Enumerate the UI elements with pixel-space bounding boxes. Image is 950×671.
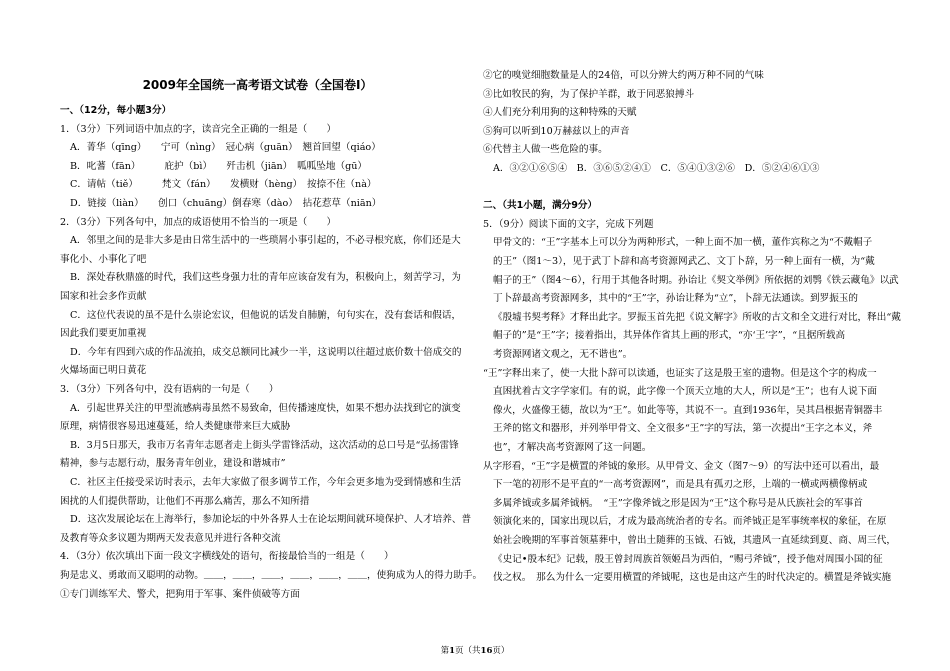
right-text-line: “王”字释出来了，使一大批卜辞可以读通，也证实了这是殷王室的遗物。但是这个字的构成一	[483, 367, 877, 379]
left-text-line: B．深处春秋鼎盛的时代，我们这些身强力壮的青年应该奋发有为，积极向上，刻苦学习，为	[70, 272, 461, 284]
right-text-line: 二、（共1小题，满分9分）	[483, 200, 598, 212]
left-text-line: 及教育等众多议题为期两天发表意见并进行各种交流	[60, 532, 281, 544]
left-text-line: C．请帖（tiě） 梵文（fán） 发横财（hèng） 按捺不住（nà）	[70, 179, 377, 191]
right-text-line: 直困扰着古文字学家们。有的说，此字像一个顶天立地的大人，所以是“王”；也有人说下面	[493, 386, 877, 398]
right-text-line: 《殷墟书契考释》才释出此字。罗振玉首先把《说文解字》所收的古文和全文进行对比，释出“戴	[493, 311, 901, 323]
right-text-line: ④人们充分利用狗的这种特殊的天赋	[483, 107, 637, 119]
exam-title: 2009年全国统一高考语文试卷（全国卷Ⅰ）	[142, 78, 373, 92]
right-text-line: 领演化来的，国家出现以后，才成为最高统治者的专名。而斧钺正是军事统率权的象征，在原	[493, 516, 887, 528]
left-text-line: 困扰的人们提供帮助，让他们不再那么痛苦，那么不知所措	[60, 495, 310, 507]
left-text-line: 火爆场面已明日黄花	[60, 365, 147, 377]
footer-prefix: 第	[440, 646, 450, 656]
left-text-line: 4．（3分）依次填出下面一段文字横线处的语句，衔接最恰当的一组是（ ）	[60, 551, 394, 563]
left-text-line: C．社区主任接受采访时表示，去年大家做了很多调节工作，今年会更多地为受到情感和生活	[70, 477, 462, 488]
left-text-line: A．菁华（qīng） 宁可（nìng） 冠心病（guān） 翘首回望（qiáo）	[70, 142, 381, 154]
right-text-line: ⑤狗可以听到10万赫兹以上的声音	[483, 125, 630, 137]
left-text-line: 因此我们要更加重视	[60, 328, 147, 340]
right-text-line: 丁卜辞最高考资源网多，其中的“王”字，孙诒让释为“立”，卜辞无法通读。到罗振玉的	[493, 293, 858, 305]
right-text-line: 始社会晚期的军事首领墓葬中，曾出土随葬的玉钺、石钺，其遗风一直延续到夏、商、周三代，	[493, 535, 896, 546]
left-text-line: ①专门训练军犬、警犬，把狗用于军事、案件侦破等方面	[60, 588, 300, 600]
left-text-line: 3．（3分）下列各句中，没有语病的一句是（ ）	[60, 384, 279, 395]
right-text-line: 帽子的王”（图4～6），行用于其他各时期。孙诒让《契文举例》所依据的刘鹗《铁云藏龟》以武	[493, 274, 899, 286]
left-text-line: 2．（3分）下列各句中，加点的成语使用不恰当的一项是（ ）	[60, 216, 337, 228]
left-text-line: 原理，病情很容易迅速蔓延，给人类健康带来巨大威胁	[60, 421, 291, 433]
footer-middle: 页（共	[455, 646, 481, 656]
right-text-line: 帽子的”是“王”字；接着指出，其异体作省其上画的形式，“亦‘王’字”，“且据所载高	[493, 330, 846, 342]
right-text-line: ②它的嗅觉细胞数量是人的24倍，可以分辨大约两万种不同的气味	[483, 70, 764, 81]
right-text-line: 王斧的铭文和器形，并列举甲骨文、全文很多“王”字的写法，第一次提出“王字之本义，斧	[493, 423, 873, 435]
right-text-line: 伐之权。 那么为什么一定要用横置的斧钺呢，这也是由这产生的时代决定的。横置是斧钺实施	[493, 572, 892, 584]
left-text-line: C．这位代表说的虽不是什么崇论宏议，但他说的话发自肺腑，句句实在，没有套话和假话，	[70, 309, 462, 321]
left-text-line: 精神，参与志愿行动，服务青年创业，建设和谐城市”	[60, 458, 286, 470]
right-text-line: 《史记•殷本纪》记载，殷王曾封周族首领姬昌为西伯，“赐弓斧钺”，授予他对周围小国的征	[493, 553, 883, 565]
right-text-line: 从字形看，“王”字是横置的斧钺的象形。从甲骨文、金文（图7～9）的写法中还可以看出，最	[483, 460, 880, 472]
right-text-line: 的王”（图1～3），见于武丁卜辞和高考资源网武乙、文丁卜辞，另一种上面有一横，为“戴	[493, 256, 875, 267]
total-page-count: 16	[480, 646, 493, 656]
left-text-line: D．今年有四到六成的作品流拍，成交总额同比减少一半，这说明以往超过底价数十倍成交的	[70, 346, 462, 358]
right-text-line: 下一笔的初形不是平直的“一高考资源网”，而是具有孤刃之形，上端的一横或两横像柄或	[493, 479, 868, 491]
left-text-line: B．叱蓍（fān） 庇护（bì） 歼击机（jiān） 呱呱坠地（gū）	[70, 160, 368, 172]
left-text-line: 事化小、小事化了吧	[60, 253, 147, 265]
right-text-line: 像火，火盛像王德，故以为“王”。如此等等，其说不一。直到1936年，吴其昌根据青铜器丰	[493, 404, 883, 416]
left-text-line: D．这次发展论坛在上海举行，参加论坛的中外各界人士在论坛期间就环境保护、人才培养、普	[70, 514, 472, 526]
right-text-line: ③比如牧民的狗，为了保护羊群，敢于同恶狼搏斗	[483, 88, 695, 100]
left-text-line: 狗是忠义、勇敢而又聪明的动物。＿＿，＿＿，＿＿，＿＿，＿＿，＿＿，使狗成为人的得力助手。	[60, 570, 483, 581]
right-text-line: 考资源网诸文观之，无不谐也”。	[493, 349, 633, 360]
left-text-line: A．引起世界关注的甲型流感病毒虽然不易致命，但传播速度快，如果不想办法找到它的演变	[70, 402, 461, 414]
right-text-line: 甲骨文的：“王”字基本上可以分为两种形式，一种上面不加一横，董作宾称之为“不戴帽子	[493, 237, 873, 249]
left-text-line: 国家和社会多作贡献	[60, 291, 147, 302]
left-text-line: 一、（12分，每小题3分）	[60, 105, 172, 116]
footer-suffix: 页）	[492, 646, 510, 656]
right-text-line: 多属斧钺或多属斧钺柄。 “王”字像斧钺之形是因为“王”这个称号是从氏族社会的军事首	[493, 497, 863, 509]
left-text-line: 1．（3分）下列词语中加点的字，读音完全正确的一组是（ ）	[60, 123, 337, 135]
right-text-line: A．③②①⑥⑤④ B．③⑥⑤②④① C．⑤④①③②⑥ D．⑤②④⑥①③	[493, 163, 820, 174]
left-text-line: D．链接（liàn） 创口（chuāng）倒春寒（dào） 拈花惹草（niān）	[70, 198, 382, 209]
left-text-line: A．邻里之间的是非大多是由日常生活中的一些琐屑小事引起的，不必寻根究底，你们还是大	[70, 235, 461, 247]
page-footer	[0, 644, 950, 656]
right-text-line: 5．（9分）阅读下面的文字，完成下列题	[483, 218, 654, 230]
right-text-line: ⑥代替主人做一些危险的事。	[483, 144, 608, 156]
left-text-line: B．3月5日那天，我市万名青年志愿者走上街头学雷锋活动，这次活动的总口号是“弘扬雷锋	[70, 439, 459, 451]
right-text-line: 也”，才解决高考资源网了这一问题。	[493, 442, 652, 453]
current-page-number: 1	[449, 646, 456, 656]
